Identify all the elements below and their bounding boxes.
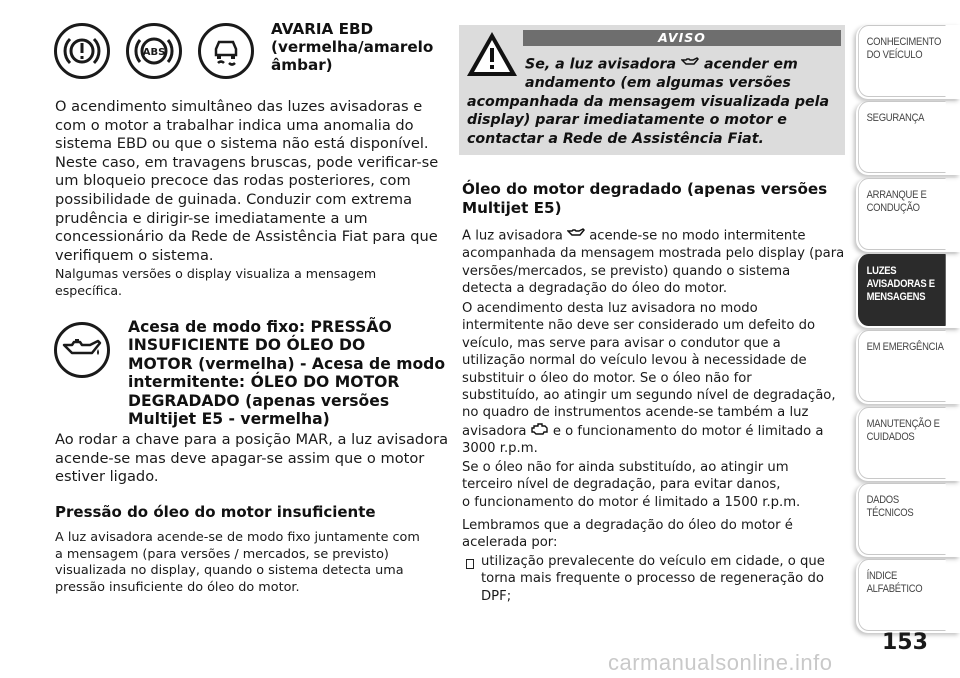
- warning-text: andamento (em algumas versões acompanhada da mensagem visualizada pela display) parar imediatamente o motor e contactar a Rede de Assistência Fiat.: [467, 75, 830, 147]
- tab-chapter-0[interactable]: CONHECIMENTO DO VEÍCULO: [858, 25, 946, 97]
- tab-chapter-1[interactable]: SEGURANÇA: [858, 101, 946, 173]
- oil-heading: Acesa de modo fixo: PRESSÃO INSUFICIENTE DO ÓLEO DO MOTOR (vermelha) - Acesa de modo intermitente: ÓLEO DO MOTOR DEGRADADO (apenas versões Multijet E5 - vermelha): [128, 318, 446, 429]
- degraded-p3: Se o óleo não for ainda substituído, ao atingir um terceiro nível de degradação, para evitar danos, o funcionamento do motor é limitado a 1500 r.p.m.: [462, 460, 801, 510]
- oil-degraded-icon: [567, 227, 585, 244]
- ebd-note: Nalgumas versões o display visualiza a mensagem específica.: [55, 266, 377, 298]
- ebd-body: O acendimento simultâneo das luzes avisadoras e com o motor a trabalhar indica uma anomalia do sistema EBD ou que o sistema não está disponível. Neste caso, em travagens bruscas, pode verificar-se um bloqueio precoce das rodas posteriores, com possibilidade de guinada. Conduzir com extrema prudência e dirigir-se imediatamente a um concessionário da Rede de Assistência Fiat para que verifiquem o sistema.: [55, 98, 439, 264]
- tab-chapter-5[interactable]: MANUTENÇÃO E CUIDADOS: [858, 407, 946, 479]
- pressure-heading: Pressão do óleo do motor insuficiente: [55, 503, 376, 521]
- engine-icon: [531, 422, 549, 440]
- oil-warning-icon: [681, 55, 699, 74]
- degraded-oil-heading: Óleo do motor degradado (apenas versões Multijet E5): [462, 180, 828, 217]
- brake-warning-icon: [54, 23, 110, 79]
- warning-line1: Se, a luz avisadora acender em: [525, 56, 798, 73]
- ebd-heading: AVARIA EBD (vermelha/amarelo âmbar): [271, 20, 434, 74]
- abs-label: ABS: [142, 47, 166, 58]
- bullet-item: utilização prevalecente do veículo em cidade, o que torna mais frequente o processo de regeneração do DPF;: [481, 554, 825, 604]
- oil-body: Ao rodar a chave para a posição MAR, a luz avisadora acende-se mas deve apagar-se assim que o motor estiver ligado.: [55, 431, 449, 486]
- degraded-p1: A luz avisadora acende-se no modo intermitente acompanhada da mensagem mostrada pelo display (para versões/mercados, se previsto) quando o sistema detecta a degradação do óleo do motor.: [462, 228, 845, 296]
- page-number: 153: [882, 630, 928, 655]
- abs-icon: [126, 23, 182, 79]
- degraded-p2: O acendimento desta luz avisadora no modo intermitente não deve ser considerado um defeito do veículo, mas serve para avisar o condutor que a utilização normal do veículo levou à necessidade de substituir o óleo do motor. Se o óleo não for substituído, ao atingir um segundo nível de degradação, no quadro de instrumentos acende-se também a luz avisadora e o funcionamento do motor é limitado a 3000 r.p.m.: [462, 301, 836, 457]
- tab-chapter-4[interactable]: EM EMERGÊNCIA: [858, 330, 946, 402]
- degraded-p4: Lembramos que a degradação do óleo do motor é acelerada por:: [462, 518, 793, 551]
- watermark: carmanualsonline.info: [608, 650, 833, 675]
- tab-chapter-3[interactable]: LUZES AVISADORAS E MENSAGENS: [858, 254, 946, 326]
- oil-pressure-icon: [54, 322, 110, 378]
- tab-chapter-6[interactable]: DADOS TÉCNICOS: [858, 483, 946, 555]
- tab-chapter-2[interactable]: ARRANQUE E CONDUÇÃO: [858, 178, 946, 250]
- pressure-body: A luz avisadora acende-se de modo fixo juntamente com a mensagem (para versões / mercados, se previsto) visualizada no display, quando o sistema detecta uma pressão insuficiente do óleo do motor.: [55, 530, 420, 595]
- stability-control-icon: [198, 23, 254, 79]
- warning-label: AVISO: [523, 30, 841, 46]
- bullet-marker: [466, 559, 474, 569]
- tab-chapter-7[interactable]: ÍNDICE ALFABÉTICO: [858, 559, 946, 631]
